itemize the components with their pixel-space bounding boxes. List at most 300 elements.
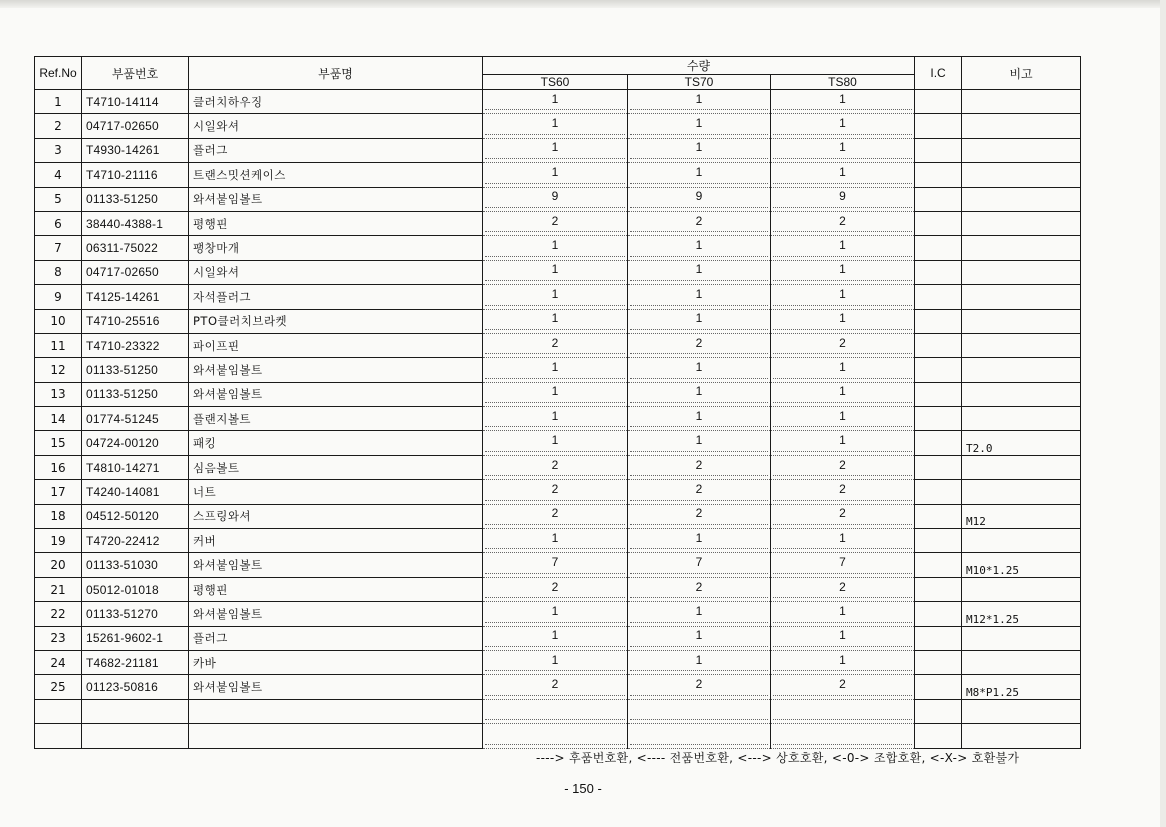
ref-cell: 15 xyxy=(35,431,82,455)
qty-value: 2 xyxy=(695,213,703,228)
part-name-cell: 와셔붙임볼트 xyxy=(189,553,483,577)
qty-ts70-cell xyxy=(628,333,771,357)
part-name-cell: 와셔붙임볼트 xyxy=(189,358,483,382)
qty-ts80-cell xyxy=(771,602,915,626)
qty-value: 1 xyxy=(551,116,559,131)
ic-cell xyxy=(915,407,962,431)
qty-ts80-cell xyxy=(771,577,915,601)
qty-ts60-cell xyxy=(483,358,628,382)
part-no-cell: 01133-51270 xyxy=(82,602,189,626)
qty-ts60-cell xyxy=(483,602,628,626)
qty-ts80-cell xyxy=(771,650,915,674)
part-name-cell: 평행핀 xyxy=(189,577,483,601)
qty-ts80-cell xyxy=(771,382,915,406)
qty-ts60-cell xyxy=(483,577,628,601)
qty-ts80-cell xyxy=(771,431,915,455)
part-no-cell: T4710-25516 xyxy=(82,309,189,333)
ic-cell xyxy=(915,211,962,235)
qty-value: 1 xyxy=(695,359,703,374)
part-no-cell: 15261-9602-1 xyxy=(82,626,189,650)
qty-ts70-cell xyxy=(628,504,771,528)
qty-value: 9 xyxy=(551,189,559,204)
part-no-cell: T4125-14261 xyxy=(82,285,189,309)
part-name-cell: 와셔붙임볼트 xyxy=(189,602,483,626)
table-row xyxy=(35,211,1081,235)
table-row xyxy=(35,382,1081,406)
ref-cell xyxy=(35,724,82,748)
part-name-cell xyxy=(189,724,483,748)
ref-cell: 8 xyxy=(35,260,82,284)
remark-cell: M8*P1.25 xyxy=(962,675,1081,699)
ref-cell: 23 xyxy=(35,626,82,650)
qty-value: 1 xyxy=(839,603,846,618)
table-row xyxy=(35,650,1081,674)
qty-value: 1 xyxy=(551,384,559,399)
qty-ts70-cell xyxy=(628,480,771,504)
qty-value: 2 xyxy=(695,506,703,521)
ref-cell: 10 xyxy=(35,309,82,333)
table-row xyxy=(35,626,1081,650)
ref-cell: 22 xyxy=(35,602,82,626)
ic-cell xyxy=(915,114,962,138)
qty-value: 1 xyxy=(695,408,703,423)
qty-ts70-cell xyxy=(628,187,771,211)
qty-value: 1 xyxy=(695,628,703,643)
qty-value: 1 xyxy=(695,603,703,618)
qty-ts60-cell xyxy=(483,138,628,162)
qty-ts70-cell xyxy=(628,358,771,382)
qty-value: 1 xyxy=(839,433,846,448)
qty-ts70-cell xyxy=(628,211,771,235)
part-name-cell: 패킹 xyxy=(189,431,483,455)
qty-value: 1 xyxy=(695,164,703,179)
ic-cell xyxy=(915,236,962,260)
qty-value: 1 xyxy=(551,286,559,301)
qty-value: 1 xyxy=(839,140,846,155)
qty-value: 2 xyxy=(695,579,703,594)
part-name-cell: 카바 xyxy=(189,650,483,674)
table-row xyxy=(35,407,1081,431)
qty-ts60-cell xyxy=(483,163,628,187)
ic-cell xyxy=(915,90,962,114)
qty-ts80-cell xyxy=(771,187,915,211)
qty-ts70-cell xyxy=(628,455,771,479)
qty-value: 1 xyxy=(551,433,559,448)
part-name-cell: 심음볼트 xyxy=(189,455,483,479)
qty-ts80-cell xyxy=(771,333,915,357)
ic-cell xyxy=(915,724,962,748)
qty-value: 2 xyxy=(695,481,703,496)
part-name-cell: 너트 xyxy=(189,480,483,504)
qty-ts70-cell xyxy=(628,675,771,699)
part-no-cell: 01133-51250 xyxy=(82,358,189,382)
qty-ts60-cell xyxy=(483,309,628,333)
part-no-cell: 01123-50816 xyxy=(82,675,189,699)
qty-ts60-cell xyxy=(483,333,628,357)
ic-cell xyxy=(915,480,962,504)
qty-value: 1 xyxy=(551,359,559,374)
qty-ts60-cell xyxy=(483,480,628,504)
qty-value: 1 xyxy=(695,311,703,326)
ref-cell: 2 xyxy=(35,114,82,138)
qty-ts80-cell xyxy=(771,529,915,553)
qty-value: 2 xyxy=(839,457,846,472)
parts-table-body xyxy=(35,90,1081,749)
qty-ts80-cell xyxy=(771,407,915,431)
qty-ts60-cell xyxy=(483,114,628,138)
part-no-cell: T4810-14271 xyxy=(82,455,189,479)
table-row xyxy=(35,553,1081,577)
table-row xyxy=(35,455,1081,479)
qty-ts70-cell xyxy=(628,285,771,309)
qty-ts80-cell xyxy=(771,553,915,577)
ic-cell xyxy=(915,260,962,284)
table-row xyxy=(35,504,1081,528)
qty-value: 2 xyxy=(551,677,559,692)
ic-cell xyxy=(915,455,962,479)
remark-cell xyxy=(962,407,1081,431)
qty-ts60-cell xyxy=(483,650,628,674)
part-no-cell: T4240-14081 xyxy=(82,480,189,504)
remark-cell xyxy=(962,529,1081,553)
qty-ts80-cell xyxy=(771,285,915,309)
qty-value: 2 xyxy=(551,213,559,228)
qty-value: 1 xyxy=(839,530,846,545)
table-row xyxy=(35,699,1081,723)
part-name-cell: 플러그 xyxy=(189,138,483,162)
part-no-cell: T4710-14114 xyxy=(82,90,189,114)
ic-cell xyxy=(915,577,962,601)
qty-value: 1 xyxy=(551,164,559,179)
qty-value: 2 xyxy=(695,335,703,350)
table-row xyxy=(35,285,1081,309)
qty-ts60-cell xyxy=(483,504,628,528)
remark-cell xyxy=(962,187,1081,211)
remark-cell xyxy=(962,114,1081,138)
table-row xyxy=(35,138,1081,162)
remark-cell xyxy=(962,285,1081,309)
qty-ts70-cell xyxy=(628,431,771,455)
remark-cell xyxy=(962,382,1081,406)
qty-ts80-cell xyxy=(771,455,915,479)
part-name-cell: 평행핀 xyxy=(189,211,483,235)
qty-ts80-cell xyxy=(771,211,915,235)
ic-cell xyxy=(915,553,962,577)
qty-value: 2 xyxy=(551,457,559,472)
ref-cell: 1 xyxy=(35,90,82,114)
part-no-cell: 01133-51250 xyxy=(82,382,189,406)
qty-ts80-cell xyxy=(771,114,915,138)
ic-cell xyxy=(915,138,962,162)
qty-ts60-cell xyxy=(483,553,628,577)
qty-ts60-cell xyxy=(483,407,628,431)
ref-cell: 18 xyxy=(35,504,82,528)
ic-cell xyxy=(915,431,962,455)
header-row xyxy=(35,57,1081,75)
remark-cell xyxy=(962,309,1081,333)
page-number: - 150 - xyxy=(564,781,602,796)
header-qty: 수량 xyxy=(483,57,915,75)
part-no-cell: T4710-23322 xyxy=(82,333,189,357)
qty-ts60-cell xyxy=(483,187,628,211)
ic-cell xyxy=(915,675,962,699)
remark-cell xyxy=(962,236,1081,260)
qty-value: 1 xyxy=(551,603,559,618)
part-name-cell: 트랜스밋션케이스 xyxy=(189,163,483,187)
ic-cell xyxy=(915,602,962,626)
qty-ts70-cell xyxy=(628,90,771,114)
qty-value: 1 xyxy=(839,359,846,374)
qty-ts70-cell xyxy=(628,602,771,626)
qty-ts80-cell xyxy=(771,480,915,504)
ic-cell xyxy=(915,333,962,357)
qty-value: 1 xyxy=(839,384,846,399)
qty-ts70-cell xyxy=(628,699,771,723)
qty-ts60-cell xyxy=(483,529,628,553)
qty-ts80-cell xyxy=(771,358,915,382)
qty-value: 1 xyxy=(839,116,846,131)
qty-ts70-cell xyxy=(628,553,771,577)
qty-value: 1 xyxy=(551,408,559,423)
part-name-cell: 플랜지볼트 xyxy=(189,407,483,431)
table-row xyxy=(35,480,1081,504)
ic-cell xyxy=(915,626,962,650)
ref-cell: 11 xyxy=(35,333,82,357)
qty-value: 1 xyxy=(839,238,846,253)
qty-value: 1 xyxy=(695,286,703,301)
remark-cell xyxy=(962,577,1081,601)
part-name-cell: 시일와셔 xyxy=(189,114,483,138)
remark-cell xyxy=(962,650,1081,674)
ic-cell xyxy=(915,650,962,674)
part-no-cell: 05012-01018 xyxy=(82,577,189,601)
qty-value: 2 xyxy=(839,481,846,496)
ref-cell: 9 xyxy=(35,285,82,309)
qty-ts80-cell xyxy=(771,626,915,650)
part-no-cell: 04717-02650 xyxy=(82,114,189,138)
part-no-cell: 01774-51245 xyxy=(82,407,189,431)
part-name-cell: 클러치하우징 xyxy=(189,90,483,114)
qty-value: 1 xyxy=(695,652,703,667)
part-no-cell: 01133-51030 xyxy=(82,553,189,577)
qty-value: 1 xyxy=(551,530,559,545)
ref-cell: 4 xyxy=(35,163,82,187)
table-row xyxy=(35,358,1081,382)
qty-ts60-cell xyxy=(483,90,628,114)
qty-value: 1 xyxy=(695,238,703,253)
parts-table xyxy=(34,56,1081,749)
ref-cell: 24 xyxy=(35,650,82,674)
remark-cell xyxy=(962,724,1081,748)
qty-value: 1 xyxy=(551,311,559,326)
qty-value: 2 xyxy=(839,506,846,521)
part-no-cell: 04724-00120 xyxy=(82,431,189,455)
qty-value: 1 xyxy=(839,652,846,667)
qty-ts80-cell xyxy=(771,90,915,114)
qty-value: 1 xyxy=(695,116,703,131)
qty-value: 1 xyxy=(695,91,703,106)
qty-ts70-cell xyxy=(628,650,771,674)
qty-ts60-cell xyxy=(483,211,628,235)
qty-ts80-cell xyxy=(771,260,915,284)
qty-ts70-cell xyxy=(628,626,771,650)
ref-cell: 17 xyxy=(35,480,82,504)
qty-value: 1 xyxy=(839,286,846,301)
ic-cell xyxy=(915,699,962,723)
qty-ts70-cell xyxy=(628,114,771,138)
qty-value: 2 xyxy=(695,677,703,692)
qty-ts70-cell xyxy=(628,309,771,333)
part-no-cell xyxy=(82,724,189,748)
part-no-cell: T4682-21181 xyxy=(82,650,189,674)
ic-cell xyxy=(915,529,962,553)
qty-ts70-cell xyxy=(628,577,771,601)
table-row xyxy=(35,236,1081,260)
qty-ts60-cell xyxy=(483,724,628,748)
qty-ts60-cell xyxy=(483,260,628,284)
part-name-cell: 시일와셔 xyxy=(189,260,483,284)
remark-cell: T2.0 xyxy=(962,431,1081,455)
ref-cell: 25 xyxy=(35,675,82,699)
ic-cell xyxy=(915,382,962,406)
qty-ts70-cell xyxy=(628,163,771,187)
qty-value: 1 xyxy=(695,262,703,277)
ic-cell xyxy=(915,187,962,211)
qty-ts70-cell xyxy=(628,236,771,260)
remark-cell xyxy=(962,333,1081,357)
remark-cell xyxy=(962,455,1081,479)
table-row xyxy=(35,163,1081,187)
qty-value: 1 xyxy=(839,91,846,106)
qty-value: 1 xyxy=(839,628,846,643)
qty-value: 1 xyxy=(695,140,703,155)
qty-ts60-cell xyxy=(483,455,628,479)
qty-value: 1 xyxy=(551,238,559,253)
part-no-cell: 38440-4388-1 xyxy=(82,211,189,235)
qty-ts60-cell xyxy=(483,431,628,455)
ref-cell: 20 xyxy=(35,553,82,577)
qty-ts70-cell xyxy=(628,260,771,284)
qty-value: 2 xyxy=(839,335,846,350)
remark-cell: M10*1.25 xyxy=(962,553,1081,577)
header-remarks: 비고 xyxy=(962,57,1081,90)
qty-value: 7 xyxy=(839,555,846,570)
qty-ts80-cell xyxy=(771,699,915,723)
table-row xyxy=(35,260,1081,284)
part-name-cell: 와셔붙임볼트 xyxy=(189,187,483,211)
ic-cell xyxy=(915,285,962,309)
ref-cell xyxy=(35,699,82,723)
remark-cell xyxy=(962,138,1081,162)
table-row xyxy=(35,577,1081,601)
ic-cell xyxy=(915,358,962,382)
ref-cell: 7 xyxy=(35,236,82,260)
part-name-cell: 와셔붙임볼트 xyxy=(189,675,483,699)
part-name-cell: 스프링와셔 xyxy=(189,504,483,528)
part-no-cell xyxy=(82,699,189,723)
qty-value: 9 xyxy=(695,189,703,204)
ref-cell: 19 xyxy=(35,529,82,553)
qty-ts70-cell xyxy=(628,407,771,431)
part-name-cell: 파이프핀 xyxy=(189,333,483,357)
table-row xyxy=(35,675,1081,699)
part-name-cell xyxy=(189,699,483,723)
remark-cell xyxy=(962,699,1081,723)
table-row xyxy=(35,90,1081,114)
ic-cell xyxy=(915,504,962,528)
table-row xyxy=(35,309,1081,333)
part-no-cell: T4930-14261 xyxy=(82,138,189,162)
table-row xyxy=(35,724,1081,748)
qty-value: 2 xyxy=(551,579,559,594)
qty-value: 2 xyxy=(551,335,559,350)
qty-value: 1 xyxy=(551,628,559,643)
qty-value: 1 xyxy=(695,384,703,399)
ref-cell: 14 xyxy=(35,407,82,431)
qty-value: 2 xyxy=(551,506,559,521)
table-row xyxy=(35,602,1081,626)
qty-ts60-cell xyxy=(483,285,628,309)
qty-ts60-cell xyxy=(483,236,628,260)
remark-cell xyxy=(962,211,1081,235)
qty-ts60-cell xyxy=(483,699,628,723)
scan-edge xyxy=(1160,0,1166,827)
qty-value: 1 xyxy=(839,311,846,326)
qty-ts60-cell xyxy=(483,626,628,650)
ic-cell xyxy=(915,309,962,333)
ref-cell: 3 xyxy=(35,138,82,162)
qty-ts70-cell xyxy=(628,138,771,162)
qty-value: 1 xyxy=(695,433,703,448)
ref-cell: 13 xyxy=(35,382,82,406)
qty-value: 2 xyxy=(695,457,703,472)
qty-value: 2 xyxy=(551,481,559,496)
header-ref-no: Ref.No xyxy=(35,57,82,90)
qty-ts70-cell xyxy=(628,724,771,748)
ref-cell: 12 xyxy=(35,358,82,382)
qty-value: 1 xyxy=(551,652,559,667)
qty-value: 1 xyxy=(839,262,846,277)
qty-value: 1 xyxy=(839,164,846,179)
part-name-cell: 와셔붙임볼트 xyxy=(189,382,483,406)
header-model-ts70: TS70 xyxy=(628,75,771,90)
ic-cell xyxy=(915,163,962,187)
qty-ts80-cell xyxy=(771,675,915,699)
qty-value: 1 xyxy=(695,530,703,545)
part-no-cell: 06311-75022 xyxy=(82,236,189,260)
qty-value: 9 xyxy=(839,189,846,204)
qty-value: 1 xyxy=(551,140,559,155)
qty-ts70-cell xyxy=(628,529,771,553)
header-part-no: 부품번호 xyxy=(82,57,189,90)
qty-value: 7 xyxy=(695,555,703,570)
qty-value: 1 xyxy=(551,262,559,277)
header-model-ts80: TS80 xyxy=(771,75,915,90)
ref-cell: 16 xyxy=(35,455,82,479)
remark-cell: M12*1.25 xyxy=(962,602,1081,626)
table-row xyxy=(35,114,1081,138)
qty-ts80-cell xyxy=(771,236,915,260)
table-row xyxy=(35,187,1081,211)
part-name-cell: 플러그 xyxy=(189,626,483,650)
qty-value: 2 xyxy=(839,213,846,228)
table-row xyxy=(35,431,1081,455)
part-no-cell: 04512-50120 xyxy=(82,504,189,528)
part-no-cell: 04717-02650 xyxy=(82,260,189,284)
header-part-name: 부품명 xyxy=(189,57,483,90)
part-no-cell: 01133-51250 xyxy=(82,187,189,211)
interchange-legend: ----> 후품번호환, <---- 전품번호환, <---> 상호호환, <-0-> 조합호환, <-X-> 호환불가 xyxy=(536,751,1020,765)
